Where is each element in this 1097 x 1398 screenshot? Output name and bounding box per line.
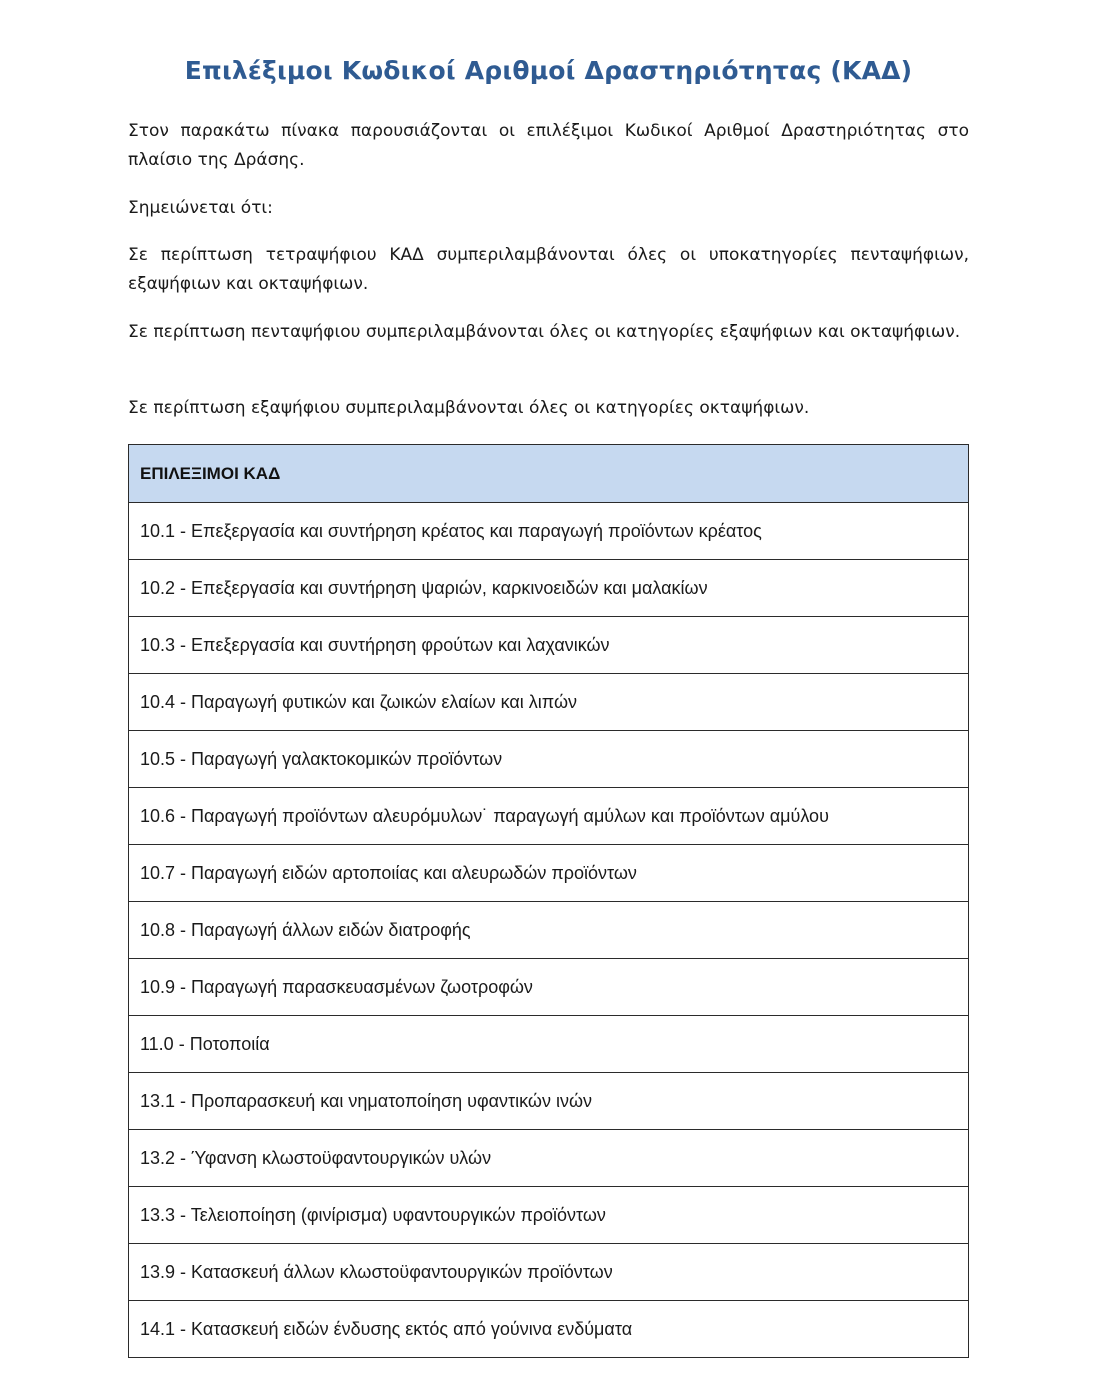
note-four-digit: Σε περίπτωση τετραψήφιου ΚΑΔ συμπεριλαμβάνονται όλες οι υποκατηγορίες πενταψήφιων, εξαψήφιων και οκταψήφιων. — [128, 245, 969, 294]
kad-cell: 11.0 - Ποτοποιία — [129, 1016, 969, 1073]
kad-cell: 10.8 - Παραγωγή άλλων ειδών διατροφής — [129, 902, 969, 959]
table-header: ΕΠΙΛΕΞΙΜΟΙ ΚΑΔ — [129, 445, 969, 503]
kad-cell: 10.4 - Παραγωγή φυτικών και ζωικών ελαίων και λιπών — [129, 674, 969, 731]
kad-cell: 13.9 - Κατασκευή άλλων κλωστοϋφαντουργικών προϊόντων — [129, 1244, 969, 1301]
table-row — [129, 959, 969, 1016]
note-six-digit: Σε περίπτωση εξαψήφιου συμπεριλαμβάνονται όλες οι κατηγορίες οκταψήφιων. — [128, 398, 810, 418]
page-title: Επιλέξιμοι Κωδικοί Αριθμοί Δραστηριότητας (ΚΑΔ) — [184, 56, 913, 85]
kad-cell: 13.3 - Τελειοποίηση (φινίρισμα) υφαντουργικών προϊόντων — [129, 1187, 969, 1244]
kad-cell: 10.7 - Παραγωγή ειδών αρτοποιίας και αλευρωδών προϊόντων — [129, 845, 969, 902]
table-row — [129, 560, 969, 617]
note-five-digit: Σε περίπτωση πενταψήφιου συμπεριλαμβάνονται όλες οι κατηγορίες εξαψήφιων και οκταψήφιων. — [128, 322, 961, 342]
table-row — [129, 1073, 969, 1130]
kad-cell: 13.1 - Προπαρασκευή και νηματοποίηση υφαντικών ινών — [129, 1073, 969, 1130]
table-header-row — [129, 445, 969, 503]
intro-paragraph: Στον παρακάτω πίνακα παρουσιάζονται οι επιλέξιμοι Κωδικοί Αριθμοί Δραστηριότητας στο πλαίσιο της Δράσης. — [128, 121, 969, 170]
table-row — [129, 617, 969, 674]
table-row — [129, 788, 969, 845]
kad-cell: 10.6 - Παραγωγή προϊόντων αλευρόμυλων˙ παραγωγή αμύλων και προϊόντων αμύλου — [129, 788, 969, 845]
table-row — [129, 902, 969, 959]
table-row — [129, 503, 969, 560]
kad-cell: 10.2 - Επεξεργασία και συντήρηση ψαριών, καρκινοειδών και μαλακίων — [129, 560, 969, 617]
table-row — [129, 674, 969, 731]
table-row — [129, 1301, 969, 1358]
kad-cell: 10.3 - Επεξεργασία και συντήρηση φρούτων και λαχανικών — [129, 617, 969, 674]
table-row — [129, 731, 969, 788]
eligible-kad-table — [128, 444, 969, 1358]
table-row — [129, 845, 969, 902]
kad-cell: 10.1 - Επεξεργασία και συντήρηση κρέατος και παραγωγή προϊόντων κρέατος — [129, 503, 969, 560]
kad-cell: 14.1 - Κατασκευή ειδών ένδυσης εκτός από γούνινα ενδύματα — [129, 1301, 969, 1358]
kad-cell: 13.2 - Ύφανση κλωστοϋφαντουργικών υλών — [129, 1130, 969, 1187]
kad-cell: 10.9 - Παραγωγή παρασκευασμένων ζωοτροφών — [129, 959, 969, 1016]
table-row — [129, 1187, 969, 1244]
table-row — [129, 1016, 969, 1073]
table-row — [129, 1244, 969, 1301]
note-heading: Σημειώνεται ότι: — [128, 198, 273, 218]
table-row — [129, 1130, 969, 1187]
kad-cell: 10.5 - Παραγωγή γαλακτοκομικών προϊόντων — [129, 731, 969, 788]
